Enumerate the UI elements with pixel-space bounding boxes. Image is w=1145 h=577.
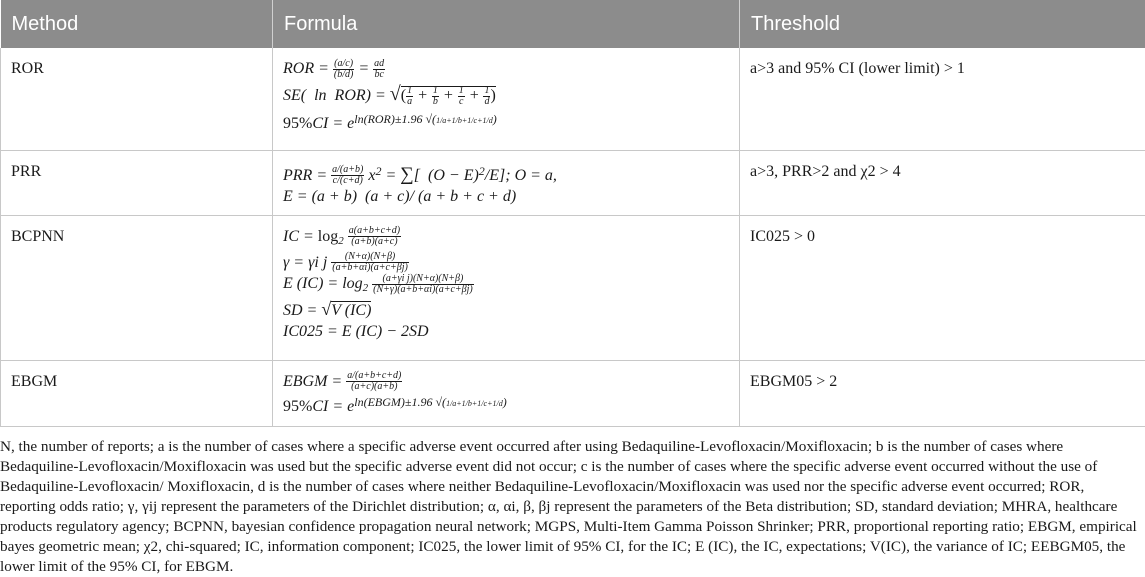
table-row [1, 215, 1145, 360]
formula-cell [273, 150, 740, 215]
formula-line: $95\%CI = e^{ln(ROR)\pm 1.96 √(1/a+1/b+1/c+1/d)}$ [283, 109, 729, 134]
method-cell: PRR [1, 150, 273, 215]
header-formula: Formula [273, 0, 740, 48]
formula-line: EBGM = $\frac{a/(a+b+c+d)}{(a+c)(a+b)}$ [283, 371, 729, 393]
formula-line: IC025 = E (IC) − 2SD [283, 321, 729, 342]
threshold-cell: a>3, PRR>2 and χ2 > 4 [740, 150, 1145, 215]
table-row [1, 150, 1145, 215]
formula-line: PRR = $\frac{a/(a+b)}{c/(c+d)}$ $x^2$ = ∑[ $(O - E)^2/E$]; O = a, [283, 161, 729, 187]
formula-line: $95\%CI = e^{ln(EBGM)\pm 1.96 √(1/a+1/b+1/c+1/d)}$ [283, 392, 729, 417]
formula-cell [273, 360, 740, 426]
formula-cell [273, 215, 740, 360]
threshold-cell: a>3 and 95% CI (lower limit) > 1 [740, 48, 1145, 150]
formula-line: SD = √V (IC) [283, 299, 729, 321]
formula-cell [273, 48, 740, 150]
formula-line: E $(IC) = \log_2$ $\frac{\text{(a+γi j)(N+α)(N+β)}}{(N+\gamma)(a+b+\alpha i)(a+c+\beta j)}$ [283, 273, 729, 299]
formula-line: IC = $\log_2$ $\frac{a(a+b+c+d)}{(a+b)(a+c)}$ [283, 226, 729, 252]
formula-line: γ = γi j $\frac{(N+\alpha)(N+\beta)}{(a+b+\alpha i)(a+c+\beta j)}$ [283, 252, 729, 274]
header-threshold: Threshold [740, 0, 1145, 48]
table-row [1, 360, 1145, 426]
table-header-row [1, 0, 1145, 48]
threshold-cell: EBGM05 > 2 [740, 360, 1145, 426]
formula-line: E = (a + b) (a + c)/ (a + b + c + d) [283, 186, 729, 207]
table-row [1, 48, 1145, 150]
method-cell: BCPNN [1, 215, 273, 360]
threshold-cell: IC025 > 0 [740, 215, 1145, 360]
table-footnote: N, the number of reports; a is the number of cases where a specific adverse event occurred after using Bedaquiline-Levofloxacin/Moxifloxacin; b is the number of cases where Bedaquiline-Levofloxacin/Moxifloxacin was used but the specific adverse event did not occur; c is the number of cases where the specific adverse event occurred without the use of Bedaquiline-Levofloxacin/ Moxifloxacin, d is the number of cases where neither Bedaquiline-Levofloxacin/Moxifloxacin was used nor the specific adverse event occurred; ROR, reporting odds ratio; γ, γij represent the parameters of the Dirichlet distribution; α, αi, β, βj represent the parameters of the Beta distribution; SD, standard deviation; MHRA, healthcare products regulatory agency; BCPNN, bayesian confidence propagation neural network; MGPS, Multi-Item Gamma Poisson Shrinker; PRR, proportional reporting ratio; EBGM, empirical bayes geometric mean; χ2, chi-squared; IC, information component; IC025, the lower limit of 95% CI, for the IC; E (IC), the IC, expectations; V(IC), the variance of IC; EEBGM05, the lower limit of the 95% CI, for EBGM. [0, 437, 1140, 577]
header-method: Method [1, 0, 273, 48]
formula-line: SE( ln ROR) = √( $\frac{1}{a}$ + $\frac{1}{b}$ + $\frac{1}{c}$ + $\frac{1}{d}$ ) [283, 84, 729, 107]
formula-line: ROR = $\frac{(a/c)}{(b/d)}$ = $\frac{ad}{bc}$ [283, 58, 729, 80]
method-cell: ROR [1, 48, 273, 150]
method-cell: EBGM [1, 360, 273, 426]
